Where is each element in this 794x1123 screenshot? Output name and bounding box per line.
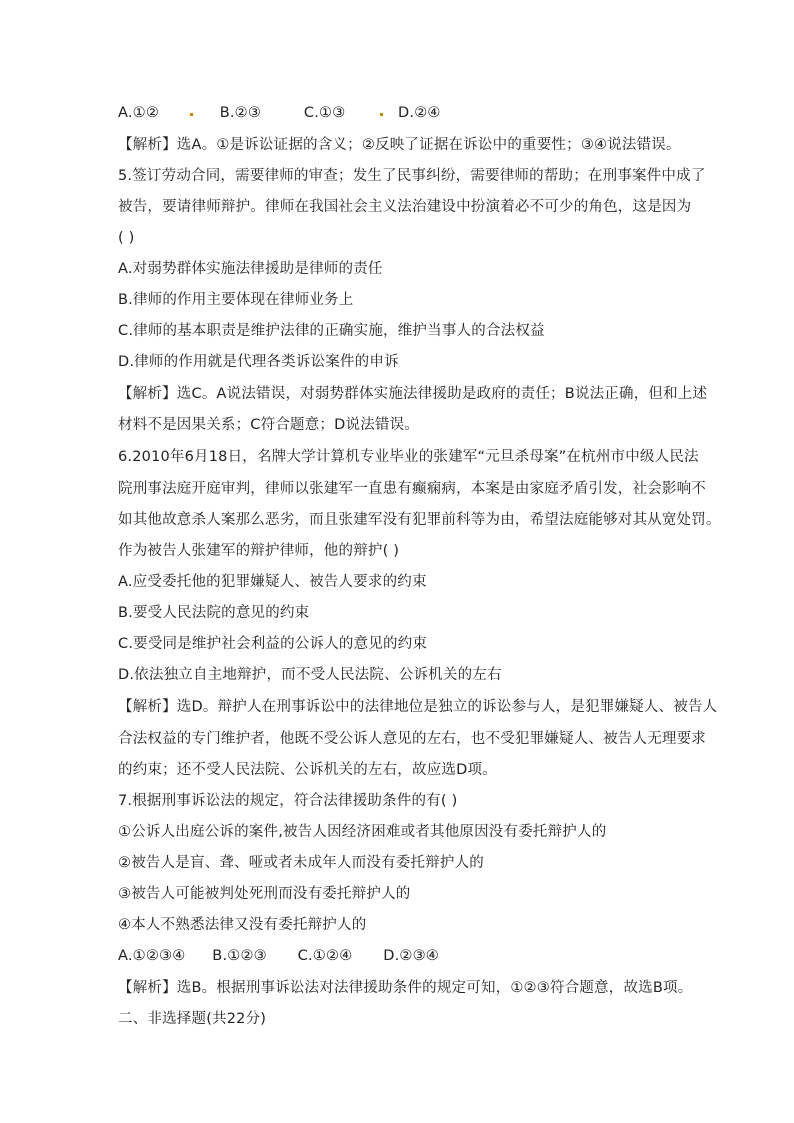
decorative-dot (380, 113, 383, 116)
q6-option-a: A.应受委托他的犯罪嫌疑人、被告人要求的约束 (118, 574, 427, 590)
q7-item: ③被告人可能被判处死刑而没有委托辩护人的 (118, 886, 411, 902)
q7-item: ②被告人是盲、聋、哑或者未成年人而没有委托辩护人的 (118, 855, 484, 871)
q5-option-a: A.对弱势群体实施法律援助是律师的责任 (118, 261, 383, 277)
q6-stem-line: 如其他故意杀人案那么恶劣，而且张建军没有犯罪前科等为由，希望法庭能够对其从宽处罚。 (118, 512, 721, 528)
q4-option-a: A.①② (118, 105, 160, 121)
q7-option-d: D.②③④ (383, 948, 439, 964)
q7-option-c: C.①②④ (297, 948, 353, 964)
q4-option-c: C.①③ (303, 105, 346, 121)
q7-item: ④本人不熟悉法律又没有委托辩护人的 (118, 917, 367, 933)
q4-options (118, 103, 441, 123)
q6-stem-line: 作为被告人张建军的辩护律师，他的辩护( ) (118, 543, 400, 559)
q5-option-d: D.律师的作用就是代理各类诉讼案件的申诉 (118, 354, 399, 370)
q6-option-c: C.要受同是维护社会利益的公诉人的意见的约束 (118, 636, 428, 652)
q7-item: ①公诉人出庭公诉的案件,被告人因经济困难或者其他原因没有委托辩护人的 (118, 824, 607, 840)
q5-stem-line: 被告，要请律师辩护。律师在我国社会主义法治建设中扮演着必不可少的角色，这是因为 (118, 199, 692, 215)
q4-option-b: B.②③ (219, 105, 262, 121)
q6-explanation-line: 【解析】选D。辩护人在刑事诉讼中的法律地位是独立的诉讼参与人，是犯罪嫌疑人、被告人 (118, 699, 718, 715)
q5-option-c: C.律师的基本职责是维护法律的正确实施，维护当事人的合法权益 (118, 323, 545, 339)
q6-stem-line: 6.2010年6月18日，名牌大学计算机专业毕业的张建军“元旦杀母案”在杭州市中级人民法 (118, 449, 699, 465)
q5-stem-line: 5.签订劳动合同，需要律师的审查；发生了民事纠纷，需要律师的帮助；在刑事案件中成了 (118, 168, 706, 184)
q6-explanation-line: 合法权益的专门维护者，他既不受公诉人意见的左右，也不受犯罪嫌疑人、被告人无理要求 (118, 731, 706, 747)
q4-option-d: D.②④ (398, 105, 441, 121)
q7-explanation: 【解析】选B。根据刑事诉讼法对法律援助条件的规定可知，①②③符合题意，故选B项。 (118, 980, 693, 996)
q4-explanation: 【解析】选A。①是诉讼证据的含义；②反映了证据在诉讼中的重要性；③④说法错误。 (118, 137, 681, 153)
decorative-dot (190, 113, 193, 116)
q6-option-b: B.要受人民法院的意见的约束 (118, 605, 310, 621)
q6-stem-line: 院刑事法庭开庭审判，律师以张建军一直患有癫痫病，本案是由家庭矛盾引发，社会影响不 (118, 481, 706, 497)
q7-option-a: A.①②③④ (118, 948, 186, 964)
q5-explanation-line: 材料不是因果关系；C符合题意；D说法错误。 (118, 417, 419, 433)
q5-answer-blank: ( ) (118, 230, 135, 246)
q7-options (118, 946, 439, 966)
q7-stem: 7.根据刑事诉讼法的规定，符合法律援助条件的有( ) (118, 793, 458, 809)
q7-option-b: B.①②③ (212, 948, 267, 964)
q5-option-b: B.律师的作用主要体现在律师业务上 (118, 292, 354, 308)
q6-option-d: D.依法独立自主地辩护，而不受人民法院、公诉机关的左右 (118, 667, 502, 683)
q6-explanation-line: 的约束；还不受人民法院、公诉机关的左右，故应选D项。 (118, 762, 497, 778)
q5-explanation-line: 【解析】选C。A说法错误，对弱势群体实施法律援助是政府的责任；B说法正确，但和上述 (118, 386, 708, 402)
section-title: 二、非选择题(共22分) (118, 1011, 267, 1027)
